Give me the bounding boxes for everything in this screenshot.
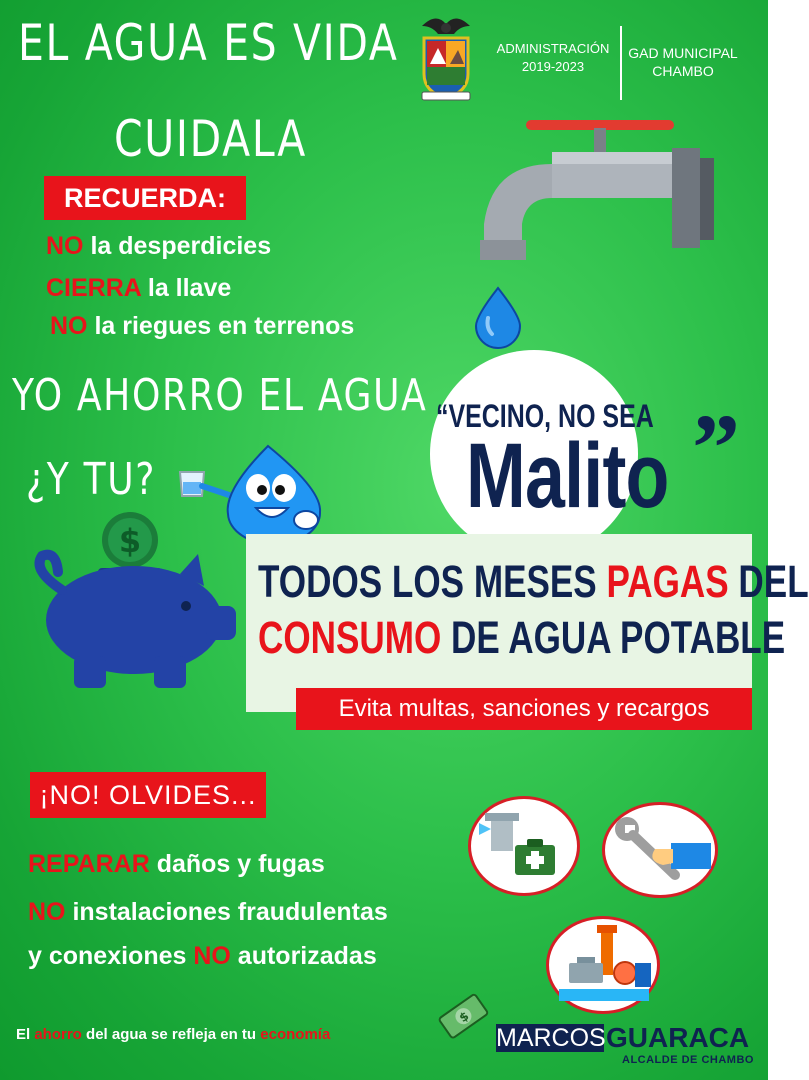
- pipe-toolbox-icon: [546, 916, 660, 1014]
- olvides-text: instalaciones fraudulentas: [65, 898, 388, 926]
- payment-note: Evita multas, sanciones y recargos: [296, 688, 752, 730]
- recuerda-highlight: NO: [46, 232, 84, 260]
- title-line-1: EL AGUA ES VIDA: [18, 14, 399, 72]
- olvides-item: [28, 942, 377, 971]
- payment-text: TODOS LOS MESES: [258, 556, 607, 607]
- footer-text: El: [16, 1026, 35, 1043]
- slogan-line-2: ¿Y TU?: [26, 454, 157, 505]
- mayor-first-name: MARCOS: [496, 1024, 606, 1052]
- coat-of-arms-icon: [416, 12, 476, 104]
- olvides-label: ¡NO! OLVIDES...: [30, 772, 266, 818]
- svg-text:$: $: [118, 522, 142, 560]
- olvides-item: [28, 850, 325, 879]
- olvides-text: y conexiones: [28, 942, 194, 970]
- olvides-highlight: NO: [193, 942, 231, 970]
- recuerda-text: la desperdicies: [83, 232, 272, 260]
- payment-text: DEL: [728, 556, 809, 607]
- mayor-title: ALCALDE DE CHAMBO: [622, 1054, 754, 1066]
- gad-label: GAD MUNICIPAL: [628, 45, 738, 61]
- payment-text: DE AGUA POTABLE: [441, 612, 786, 663]
- olvides-highlight: REPARAR: [28, 850, 150, 878]
- recuerda-item: [46, 232, 271, 261]
- recuerda-text: la riegues en terrenos: [87, 312, 355, 340]
- admin-label: ADMINISTRACIÓN: [496, 41, 610, 56]
- title-line-2: CUIDALA: [114, 110, 307, 168]
- footer-slogan: [16, 1026, 330, 1043]
- olvides-text: daños y fugas: [149, 850, 325, 878]
- recuerda-label: RECUERDA:: [44, 176, 246, 220]
- recuerda-text: la llave: [140, 274, 232, 302]
- footer-highlight: economía: [260, 1026, 331, 1043]
- admin-years: 2019-2023: [521, 59, 585, 74]
- olvides-text: autorizadas: [230, 942, 377, 970]
- money-bill-icon: [438, 990, 490, 1044]
- recuerda-item: [46, 274, 231, 303]
- recuerda-highlight: CIERRA: [46, 274, 141, 302]
- quote-line-1: “VECINO, NO SEA: [436, 398, 654, 434]
- olvides-highlight: NO: [28, 898, 66, 926]
- piggy-bank-icon: [22, 510, 244, 690]
- footer-highlight: ahorro: [34, 1026, 82, 1043]
- olvides-item: [28, 898, 388, 927]
- wrench-icon: [602, 802, 718, 898]
- slogan-line-1: YO AHORRO EL AGUA: [12, 370, 428, 421]
- svg-text:$: $: [456, 1008, 472, 1026]
- quote-malito: Malito: [466, 425, 669, 527]
- faucet-icon: [474, 114, 714, 264]
- recuerda-highlight: NO: [50, 312, 88, 340]
- payment-line-2: [258, 612, 785, 664]
- water-drop-icon: [470, 286, 526, 348]
- header-divider: [620, 26, 622, 100]
- gad-info: [628, 44, 738, 80]
- payment-highlight: PAGAS: [606, 556, 729, 607]
- footer-text: del agua se refleja en tu: [81, 1026, 261, 1043]
- plumbing-kit-icon: [468, 796, 580, 896]
- mayor-last-name: GUARACA: [606, 1022, 750, 1053]
- payment-line-1: [258, 556, 809, 608]
- admin-info: [494, 40, 612, 76]
- payment-highlight: CONSUMO: [258, 612, 442, 663]
- quote-close: ”: [692, 394, 740, 501]
- recuerda-item: [50, 312, 354, 341]
- gad-city: CHAMBO: [652, 63, 714, 79]
